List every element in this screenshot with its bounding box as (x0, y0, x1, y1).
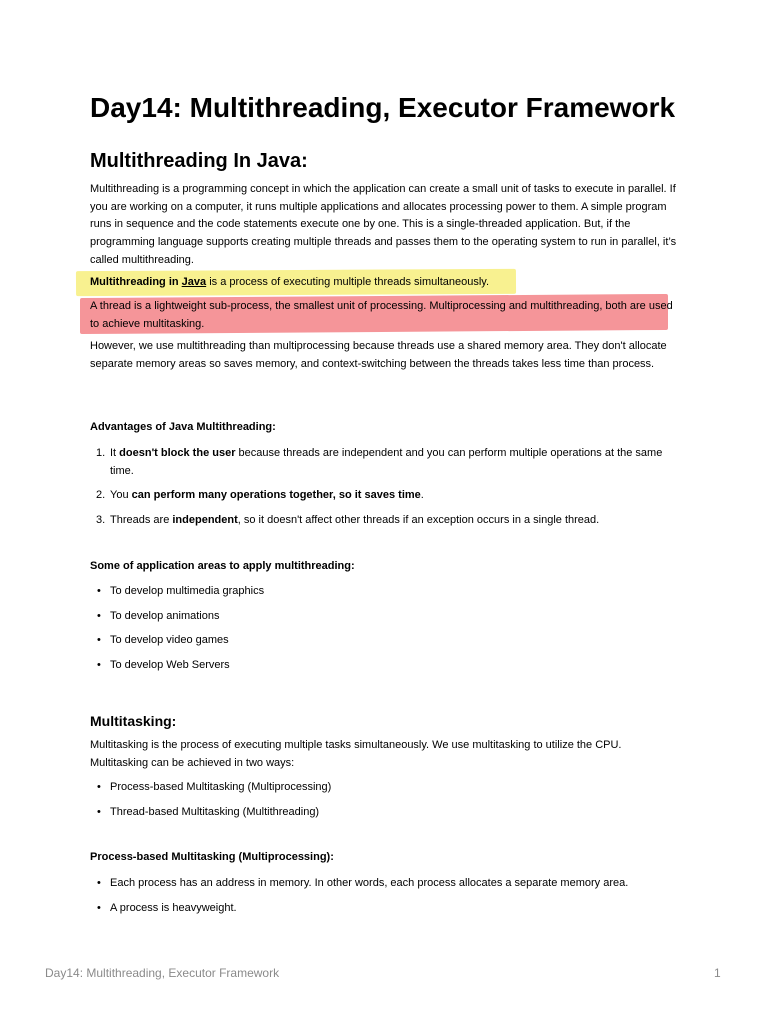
thread-definition: A thread is a lightweight sub-process, the smallest unit of processing. Multiprocessing and multithreading, both are used to achieve multitasking. (90, 300, 673, 330)
process-based-heading: Process-based Multitasking (Multiprocessing): (90, 851, 334, 863)
section-heading-multithreading: Multithreading In Java: (90, 150, 308, 172)
list-item (90, 512, 670, 530)
intro-paragraph: Multithreading is a programming concept in which the application can create a small unit of tasks to execute in parallel. If you are working on a computer, it runs multiple applications and allocates processing power to them. A simple program runs in sequence and the code statements execute one by one. This is a single-threaded application. But, if the programming language supports creating multiple threads and passes them to the operating system to run in parallel, it’s called multithreading. (90, 183, 677, 266)
item-text: It (110, 447, 120, 459)
item-text: . (420, 489, 424, 502)
list-item: • To develop Web Servers (90, 657, 670, 675)
list-number: 2. (96, 489, 106, 502)
applications-heading: Some of application areas to apply multithreading: (90, 560, 355, 572)
advantages-heading: Advantages of Java Multithreading: (90, 421, 276, 433)
page-title: Day14: Multithreading, Executor Framework (90, 92, 676, 123)
item-bold: doesn't block the user (119, 447, 236, 459)
list-number: 3. (96, 514, 106, 527)
multitasking-heading: Multitasking: (90, 713, 177, 729)
however-paragraph: However, we use multithreading than multiprocessing because threads use a shared memory area. They don't allocate separate memory areas so saves memory, and context-switching between the threads takes less time than process. (90, 340, 667, 370)
list-item: • To develop multimedia graphics (90, 583, 670, 601)
list-item: • To develop video games (90, 632, 670, 650)
list-item: • Each process has an address in memory. In other words, each process allocates a separate memory area. (90, 875, 670, 893)
item-text: You (110, 489, 132, 502)
multitasking-paragraph: Multitasking is the process of executing multiple tasks simultaneously. We use multitasking to utilize the CPU. Multitasking can be achieved in two ways: (90, 739, 622, 769)
list-item: • Process-based Multitasking (Multiprocessing) (90, 779, 670, 797)
advantages-list (90, 445, 670, 537)
list-item (90, 487, 670, 505)
list-item: • Thread-based Multitasking (Multithreading) (90, 804, 670, 822)
footer-title: Day14: Multithreading, Executor Framework (45, 966, 280, 980)
list-item (90, 445, 670, 480)
item-bold: can perform many operations together, so it saves time (131, 489, 421, 502)
list-item: • A process is heavyweight. (90, 900, 670, 918)
item-text: because threads are independent and you can perform multiple operations at the same time. (110, 447, 663, 477)
multitasking-list (90, 779, 670, 828)
list-item: • To develop animations (90, 608, 670, 626)
item-bold: independent (172, 514, 238, 527)
page-number: 1 (714, 966, 721, 980)
definition-bold: Multithreading in (90, 276, 182, 288)
java-link[interactable]: Java (181, 276, 207, 288)
definition-rest: is a process of executing multiple threads simultaneously. (206, 276, 490, 288)
item-text: Threads are (110, 514, 173, 527)
highlighted-definition (90, 274, 680, 292)
item-text: , so it doesn't affect other threads if an exception occurs in a single thread. (237, 514, 600, 527)
applications-list (90, 583, 670, 682)
process-based-list (90, 875, 670, 924)
list-number: 1. (96, 447, 106, 459)
